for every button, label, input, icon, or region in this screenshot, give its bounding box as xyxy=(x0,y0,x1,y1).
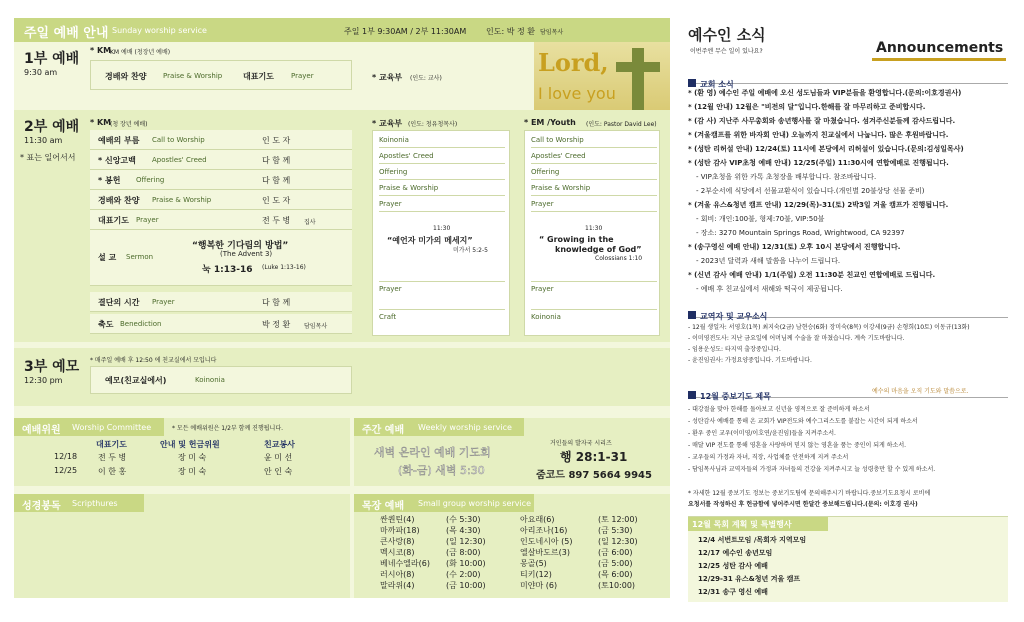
committee-title-en: Worship Committee xyxy=(72,423,152,432)
order-ko: 결단의 시간 xyxy=(98,298,140,307)
service1-edu: * 교육부 xyxy=(372,73,403,82)
prayer-item: - 매달 VIP 전도를 통해 영혼을 사랑하며 믿지 않는 영혼을 품는 중인이 되게 하소서. xyxy=(688,442,907,449)
edu-ref: 미가서 5:2-5 xyxy=(453,247,488,254)
member-item: - 12월 생일자: 서영호(1목) 최지숙(2금) 남현승(6화) 장미숙(8목) 이강세(9금) 손형희(10토) 이동규(13화) xyxy=(688,324,970,331)
schedule-item: 12/29-31 유스&청년 겨울 캠프 xyxy=(698,575,801,583)
em-note: (인도: Pastor David Lee) xyxy=(586,121,657,128)
weekly-title: 주간 예배 xyxy=(362,425,405,436)
weekly-call: 줌코드 897 5664 9945 xyxy=(536,470,652,481)
small-group-list xyxy=(354,514,670,598)
member-item: - 윤진임권사: 가정요양중입니다. 기도바랍니다. xyxy=(688,357,812,364)
cross-image xyxy=(534,42,670,118)
km-note: (청 장년 예배) xyxy=(110,121,148,128)
members-list xyxy=(688,322,1008,370)
service3 xyxy=(14,348,670,406)
committee xyxy=(14,418,350,486)
group-time: (수 5:30) xyxy=(446,515,481,524)
order-who: 박 정 환 xyxy=(262,320,291,329)
lord-line1: Lord, xyxy=(538,48,609,77)
news-item: * (겨울캠프를 위한 바자회 안내) 오늘까지 친교실에서 나눕니다. 많은 후원바랍니다. xyxy=(688,131,949,139)
cross-vertical xyxy=(632,48,644,116)
group-name: 싼퀀틴(4) xyxy=(380,515,415,524)
news-item: * (성탄 감사 VIP초청 예배 안내) 12/25(주일) 11:30시에 연합예배로 진행됩니다. xyxy=(688,159,949,167)
committee-c2: 장 미 숙 xyxy=(178,453,207,462)
em-item: Offering xyxy=(531,165,657,180)
schedule-item: 12/25 성탄 감사 예배 xyxy=(698,562,768,570)
square-icon xyxy=(688,391,696,399)
lord-line2: I love you xyxy=(538,84,616,103)
order-who: 다 함 께 xyxy=(262,298,291,307)
group-name: 베네수엘라(6) xyxy=(380,559,430,568)
small-title-en: Small group worship service xyxy=(418,499,532,508)
group-name: 러시아(8) xyxy=(380,570,415,579)
em-ref: Colossians 1:10 xyxy=(595,255,643,262)
service1 xyxy=(14,42,534,102)
order-en: Apostles' Creed xyxy=(152,156,207,164)
news-item: * (성탄 리허설 안내) 12/24(토) 11시에 본당에서 리허설이 있습니다.(문의:김성일목사) xyxy=(688,145,964,153)
church-news-heading xyxy=(688,72,1008,89)
service2 xyxy=(14,110,670,342)
weekly xyxy=(354,418,670,486)
header-leader-title: 담임목사 xyxy=(540,29,564,36)
cross-horizontal xyxy=(616,62,660,72)
km-order-list xyxy=(90,130,352,342)
order-en: Prayer xyxy=(136,216,159,224)
header-title: 주일 예배 안내 xyxy=(24,26,109,41)
news-item: * (겨울 유스&청년 캠프 안내) 12/29(목)-31(토) 2박3일 겨울 캠프가 진행됩니다. xyxy=(688,201,949,209)
announcements-underline xyxy=(872,58,1006,61)
left-page xyxy=(14,18,670,598)
group-name: 큰사랑(8) xyxy=(380,537,415,546)
group-name: 미얀마 (6) xyxy=(520,581,558,590)
committee-note: * 모든 예배위원은 1/2부 함께 진행됩니다. xyxy=(172,425,284,432)
order-who: 전 두 병 xyxy=(262,216,291,225)
edu-item: Koinonia xyxy=(379,133,505,148)
schedule-title: 12월 목회 계획 및 특별행사 xyxy=(692,520,792,529)
edu-item2: Craft xyxy=(379,309,505,324)
group-time: (금 5:00) xyxy=(598,559,633,568)
news-item: * (12월 안내) 12월은 "비전의 달"입니다.한해를 잘 마무리하고 준비합시다. xyxy=(688,103,926,111)
committee-c1: 전 두 병 xyxy=(98,453,127,462)
scripture-title: 성경봉독 xyxy=(22,501,61,512)
km-row xyxy=(90,150,352,170)
committee-col2: 안내 및 헌금위원 xyxy=(160,440,220,449)
edu-item2: Prayer xyxy=(379,281,505,296)
km-row xyxy=(90,130,352,150)
group-name: 엘살바도르(3) xyxy=(520,548,570,557)
group-time: (금 8:00) xyxy=(446,548,481,557)
em-item2: Prayer xyxy=(531,281,657,296)
sermon-ref: 눅 1:13-16 xyxy=(202,265,253,275)
em-msg2: knowledge of God” xyxy=(555,245,642,254)
weekly-line2: (화-금) 새벽 5:30 xyxy=(398,464,485,477)
group-time: (토 12:00) xyxy=(598,515,638,524)
scripture xyxy=(14,494,350,598)
sermon-sub: (The Advent 3) xyxy=(220,250,273,258)
km-row xyxy=(90,170,352,190)
order-who: 다 함 께 xyxy=(262,176,291,185)
edu-order-box xyxy=(372,130,510,336)
service3-item: 예모(친교실에서) xyxy=(105,376,167,385)
order-ko: 예배의 부름 xyxy=(98,136,140,145)
group-time: (금 10:00) xyxy=(446,581,486,590)
news-item: - 회비: 개인:100불, 형제:70불, VIP:50불 xyxy=(696,215,825,223)
prayer-title: 12월 중보기도 제목 xyxy=(700,392,771,401)
group-name: 마까파(18) xyxy=(380,526,420,535)
group-name: 멕시코(8) xyxy=(380,548,415,557)
weekly-line1: 새벽 온라인 예배 기도회 xyxy=(374,446,491,459)
news-item: * (감 사) 지난주 사무총회와 송년행사를 잘 마쳤습니다. 섬겨주신분들께 감사드립니다. xyxy=(688,117,956,125)
service1-prayer-en: Prayer xyxy=(291,72,314,80)
scripture-title-en: Scripthures xyxy=(72,499,118,508)
news-item: * (송구영신 예배 안내) 12/31(토) 오후 10시 본당에서 진행합니다. xyxy=(688,243,901,251)
prayer-item: - 성탄감사 예배를 통해 온 교회가 VIP전도와 예수그리스도를 붙잡는 시간이 되게 하소서 xyxy=(688,418,918,425)
order-ko: * 신앙고백 xyxy=(98,156,136,165)
header-bar xyxy=(14,18,670,42)
em-title: * EM /Youth xyxy=(524,118,576,127)
schedule-box xyxy=(688,516,1008,602)
edu-item: Apostles' Creed xyxy=(379,149,505,164)
service2-note: * 표는 일어서서 xyxy=(20,153,76,162)
member-item: - 이미영전도사: 지난 금요일에 어머님께 수술을 잘 마쳤습니다. 계속 기도바랍니다. xyxy=(688,335,905,342)
order-who: 인 도 자 xyxy=(262,136,291,145)
announcements-heading: Announcements xyxy=(876,40,1004,56)
committee-date: 12/25 xyxy=(54,466,78,475)
committee-c1: 이 한 홍 xyxy=(98,467,127,476)
prayer-item: - 환우 중인 교우(이미영/이호연/윤진임)들을 지켜주소서. xyxy=(688,430,836,437)
order-who-title: 담임목사 xyxy=(304,323,328,330)
prayer-list xyxy=(688,404,1008,480)
service1-edu-note: (인도: 교사) xyxy=(410,75,442,82)
order-en: Praise & Worship xyxy=(152,196,212,204)
service1-praise: 경배와 찬양 xyxy=(105,72,147,81)
committee-col1: 대표기도 xyxy=(96,440,127,449)
committee-col3: 친교봉사 xyxy=(264,440,295,449)
news-item: * (신년 감사 예배 안내) 1/1(주일) 오전 11:30분 친교인 연합예배로 드립니다. xyxy=(688,271,936,279)
service1-km-box xyxy=(90,60,352,90)
service1-time: 9:30 am xyxy=(24,68,58,77)
sermon-ref2: (Luke 1:13-16) xyxy=(262,264,306,271)
group-name: 아요래(6) xyxy=(520,515,555,524)
km-row xyxy=(90,210,352,230)
km2-row xyxy=(90,292,352,312)
sermon-en: Sermon xyxy=(126,253,154,261)
committee-title: 예배위원 xyxy=(22,425,61,436)
group-time: (수 2:00) xyxy=(446,570,481,579)
member-item: - 임용운성도: 타지역 출장중입니다. xyxy=(688,346,781,353)
service1-praise-en: Praise & Worship xyxy=(163,72,223,80)
order-ko: 경배와 찬양 xyxy=(98,196,140,205)
schedule-item: 12/31 송구 영신 예배 xyxy=(698,588,768,596)
news-item: - 2023년 달력과 새해 말씀을 나누어 드립니다. xyxy=(696,257,841,265)
members-title: 교역자 및 교우소식 xyxy=(700,312,768,321)
group-name: 인도네시아 (5) xyxy=(520,537,573,546)
service3-title: 3부 예모 xyxy=(24,359,80,375)
edu-time: 11:30 xyxy=(433,225,451,232)
group-name: 말라위(4) xyxy=(380,581,415,590)
members-heading xyxy=(688,304,1008,321)
news-item: - VIP초청을 위한 카톡 초청장을 배부합니다. 참조바랍니다. xyxy=(696,173,877,181)
small-title: 목장 예배 xyxy=(362,501,405,512)
km-row xyxy=(90,190,352,210)
square-icon xyxy=(688,79,696,87)
service1-prayer: 대표기도 xyxy=(243,72,274,81)
news-item: - 장소: 3270 Mountain Springs Road, Wrightwood, CA 92397 xyxy=(696,229,905,237)
prayer-item: - 담임목사님과 교역자들의 가정과 자녀들의 건강을 지켜주시고 늘 성령충만 할 수 있게 하소서. xyxy=(688,466,936,473)
small-group xyxy=(354,494,670,598)
prayer-item: - 대강절을 맞아 한해를 돌아보고 신년을 영적으로 잘 준비하게 하소서 xyxy=(688,406,870,413)
committee-c3: 안 인 숙 xyxy=(264,467,293,476)
sermon-title: “행복한 기다림의 방법” xyxy=(192,241,289,251)
order-en: Prayer xyxy=(152,298,175,306)
committee-c2: 장 미 숙 xyxy=(178,467,207,476)
edu-msg: “예언자 미가의 메세지” xyxy=(387,236,473,245)
square-icon xyxy=(688,311,696,319)
schedule-list xyxy=(698,535,998,601)
em-item: Prayer xyxy=(531,197,657,212)
em-msg: “ Growing in the xyxy=(539,235,614,244)
group-name: 몽골(5) xyxy=(520,559,547,568)
edu-title: * 교육부 xyxy=(372,119,403,128)
order-ko: 대표기도 xyxy=(98,216,129,225)
edu-item: Praise & Worship xyxy=(379,181,505,196)
news-item: - 2부순서에 식당에서 선물교환식이 있습니다.(개인별 20불상당 선물 준비) xyxy=(696,187,925,195)
prayer-note1: * 자세한 12월 중보기도 정보는 중보기도팀에 문의해주시기 바랍니다.중보기도요청시 로비에 xyxy=(688,490,931,497)
schedule-item: 12/17 예수인 송년모임 xyxy=(698,549,773,557)
news-item: - 예배 후 친교실에서 새해와 떡국이 제공됩니다. xyxy=(696,285,843,293)
service3-item-en: Koinonia xyxy=(195,376,225,384)
group-name: 티키(12) xyxy=(520,570,552,579)
service1-title: 1부 예배 xyxy=(24,51,80,67)
group-name: 아리조나(16) xyxy=(520,526,568,535)
group-time: (화 10:00) xyxy=(446,559,486,568)
km-title: * KM xyxy=(90,118,112,127)
service1-km: * KM xyxy=(90,46,112,55)
order-ko: 축도 xyxy=(98,320,114,329)
committee-c3: 윤 미 선 xyxy=(264,453,293,462)
prayer-item: - 교우들의 가정과 자녀, 직장, 사업체를 안전하게 지켜 주소서 xyxy=(688,454,849,461)
weekly-series: 거인들의 발자국 시리즈 xyxy=(550,440,612,447)
news-subtitle: 이번주엔 무슨 일이 있나요? xyxy=(690,48,763,55)
weekly-title-en: Weekly worship service xyxy=(418,423,512,432)
order-en: Offering xyxy=(136,176,165,184)
group-time: (토10:00) xyxy=(598,581,636,590)
service3-box xyxy=(90,366,352,394)
em-time: 11:30 xyxy=(585,225,603,232)
sermon-ko: 설 교 xyxy=(98,253,117,262)
service3-note: * 매주일 예배 후 12:50 에 친교실에서 모입니다 xyxy=(90,357,217,364)
right-page xyxy=(684,18,1010,602)
header-leader: 인도: 박 정 환 xyxy=(486,27,535,36)
group-time: (목 4:30) xyxy=(446,526,481,535)
service2-time: 11:30 am xyxy=(24,136,63,145)
order-who-title: 집사 xyxy=(304,219,316,226)
news-item: * (환 영) 예수인 주일 예배에 오신 성도님들과 VIP분들을 환영합니다.(문의:이호경권사) xyxy=(688,89,962,97)
group-time: (일 12:30) xyxy=(446,537,486,546)
order-en: Call to Worship xyxy=(152,136,205,144)
edu-item: Prayer xyxy=(379,197,505,212)
service3-time: 12:30 pm xyxy=(24,376,63,385)
em-item2: Koinonia xyxy=(531,309,657,324)
order-who: 다 함 께 xyxy=(262,156,291,165)
group-time: (목 6:00) xyxy=(598,570,633,579)
order-en: Benediction xyxy=(120,320,162,328)
km2-row xyxy=(90,314,352,334)
group-time: (금 6:00) xyxy=(598,548,633,557)
church-news-list xyxy=(688,88,1008,300)
em-item: Apostles' Creed xyxy=(531,149,657,164)
header-times: 주일 1부 9:30AM / 2부 11:30AM xyxy=(344,27,467,36)
order-ko: * 봉헌 xyxy=(98,176,121,185)
edu-note: (인도: 청유청목사) xyxy=(408,121,458,128)
service2-title: 2부 예배 xyxy=(24,119,80,135)
edu-item: Offering xyxy=(379,165,505,180)
schedule-item: 12/4 서번트모임 /목회자 지역모임 xyxy=(698,536,807,544)
prayer-tagline: 예수의 마음을 오직 기도와 말씀으로. xyxy=(872,388,969,395)
committee-date: 12/18 xyxy=(54,452,78,461)
group-time: (금 5:30) xyxy=(598,526,633,535)
em-item: Call to Worship xyxy=(531,133,657,148)
order-who: 인 도 자 xyxy=(262,196,291,205)
service1-km-note: KM 예배 (청장년 예배) xyxy=(110,49,171,56)
sermon-row xyxy=(90,230,352,286)
committee-rows xyxy=(14,452,350,484)
news-title: 예수인 소식 xyxy=(688,26,766,44)
weekly-verse: 행 28:1-31 xyxy=(560,450,628,464)
church-news-title: 교회 소식 xyxy=(700,80,734,89)
header-subtitle: Sunday worship service xyxy=(112,26,207,35)
em-order-box xyxy=(524,130,660,336)
em-item: Praise & Worship xyxy=(531,181,657,196)
prayer-note2: 요청서를 작성하신 후 헌금함에 넣어주시면 한달간 중보해드립니다.(문의: 이호경 권사) xyxy=(688,501,918,508)
group-time: (일 12:30) xyxy=(598,537,638,546)
